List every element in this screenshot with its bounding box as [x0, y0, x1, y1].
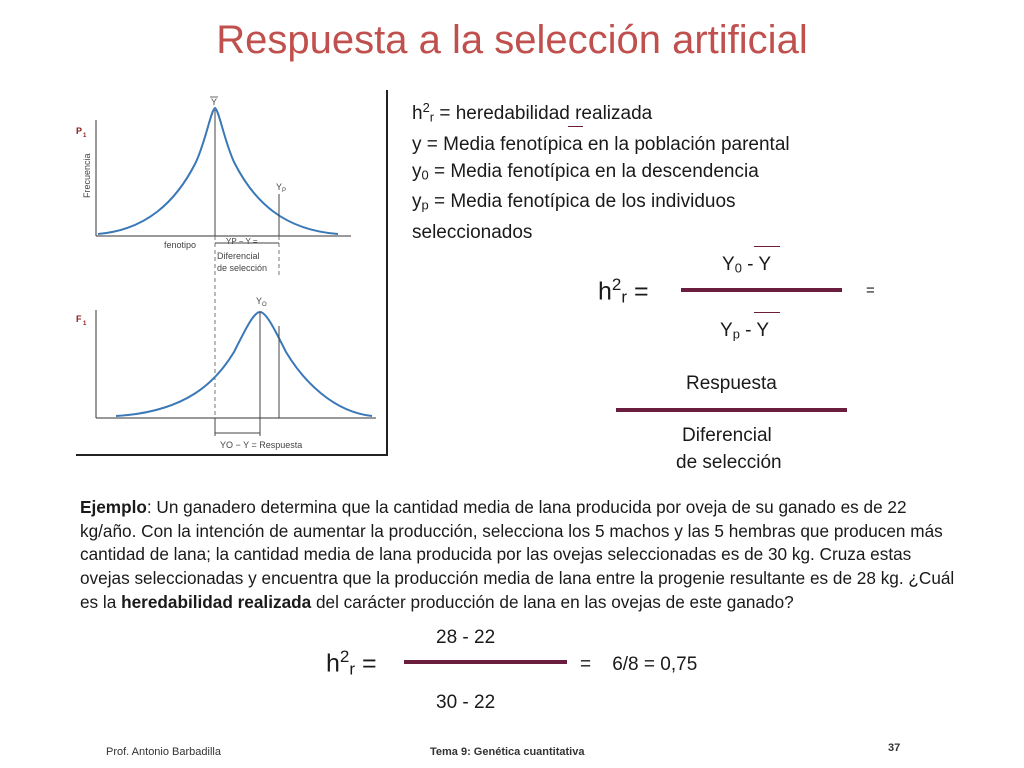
yp-label-sub: P: [282, 188, 287, 194]
definition-y-overline: [568, 126, 583, 127]
diferencial-label-2: de selección: [217, 263, 268, 273]
page-number: 37: [888, 742, 901, 754]
top-diff-formula: YP − Y =: [226, 237, 258, 246]
response-formula: YO − Y = Respuesta: [220, 440, 303, 450]
formula1-fraction-bar: [681, 288, 842, 292]
definition-y0: $y_0$ = Media fenotípica en la descendencia: [412, 160, 759, 183]
y-axis-label: Frecuencia: [82, 153, 92, 198]
yp-label: Y: [276, 182, 283, 192]
formula2-fraction-bar: [616, 408, 847, 412]
formula3-result: = 6/8 = 0,75: [580, 654, 698, 675]
f1-curve: [116, 312, 372, 416]
definition-h2r: $h^2_r$ = heredabilidad realizada: [412, 100, 653, 125]
definition-y: y = Media fenotípica en la población parental: [412, 133, 790, 155]
formula1-lhs: $h^2_r$ =: [598, 275, 649, 307]
definition-yp: $y_p$ = Media fenotípica de los individuos seleccionados: [412, 191, 736, 243]
diferencial-label-1: Diferencial: [217, 251, 260, 261]
f1-label: F: [76, 314, 82, 324]
example-text-1: : Un ganadero determina que la cantidad media de lana producida por oveja de su ganado es de 22 kg/año. Con la intención de aumentar la producción, selecciona los 5 machos y las 5 hembras que producen más cantidad de lana; la cantidad media de lana producida por las ovejas seleccionadas es de 30 kg. Cruza estas ovejas seleccionadas y encuentra que la producción media de lana entre la progenie resultante es de 28 kg. ¿Cuál es la: [80, 497, 955, 612]
yo-label: Y: [256, 296, 263, 306]
example-lead: Ejemplo: [80, 497, 147, 517]
formula1-den-overline: [754, 312, 780, 313]
formula1-numerator: $Y_0$ - Y: [722, 254, 772, 276]
p1-label-sub: 1: [83, 133, 87, 139]
selection-figure-svg: [76, 90, 388, 458]
fenotipo-label: fenotipo: [164, 240, 197, 250]
formula3-denominator: 30 - 22: [436, 692, 496, 713]
formula3-fraction-bar: [404, 660, 567, 664]
formula1-denominator: $Y_p$ - Y: [720, 320, 770, 342]
p1-curve: [98, 108, 338, 234]
selection-response-figure: [76, 90, 388, 458]
formula2-numerator: Respuesta: [686, 373, 777, 394]
formula3-numerator: 28 - 22: [436, 627, 496, 648]
f1-label-sub: 1: [83, 321, 87, 327]
formula2-denominator-line2: de selección: [676, 452, 782, 473]
slide-title: Respuesta a la selección artificial: [216, 18, 808, 62]
formula1-num-overline: [754, 246, 780, 247]
footer-topic: Tema 9: Genética cuantitativa: [430, 746, 585, 758]
ybar-label: Y: [211, 97, 218, 107]
formula1-equals: =: [866, 282, 875, 299]
example-text-2: del carácter producción de lana en las ovejas de este ganado?: [311, 591, 794, 612]
formula3-lhs: $h^2_r$ =: [326, 647, 377, 679]
p1-label: P: [76, 126, 83, 136]
example-paragraph: [80, 496, 960, 615]
example-bold-term: heredabilidad realizada: [121, 591, 312, 612]
footer-author: Prof. Antonio Barbadilla: [106, 746, 221, 758]
yo-label-sub: O: [262, 302, 267, 308]
definitions-block: [412, 94, 802, 246]
formula2-denominator-line1: Diferencial: [682, 425, 772, 446]
